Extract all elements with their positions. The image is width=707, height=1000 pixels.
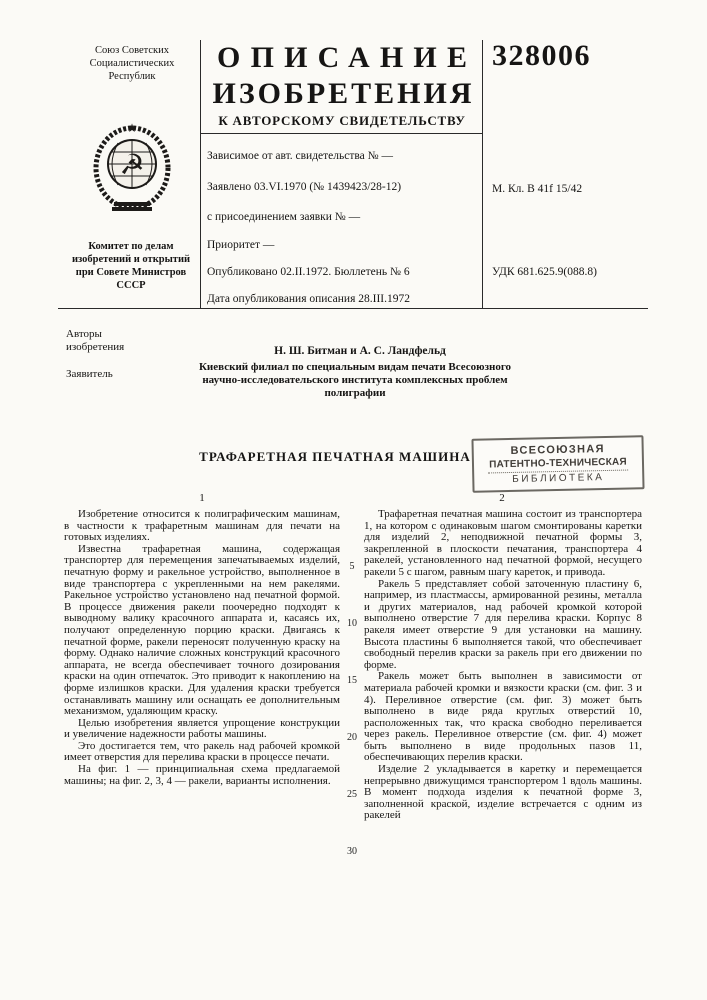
authors-names: Н. Ш. Битман и А. С. Ландфельд <box>274 345 446 357</box>
field-published: Опубликовано 02.II.1972. Бюллетень № 6 <box>207 266 410 278</box>
ussr-coat-of-arms-icon <box>88 118 176 214</box>
union-name-text: Союз Советских Социалистических Республик <box>89 45 175 82</box>
invention-title: ТРАФАРЕТНАЯ ПЕЧАТНАЯ МАШИНА <box>199 449 471 464</box>
header-bottom-rule <box>58 308 648 309</box>
field-filing-date: Заявлено 03.VI.1970 (№ 1439423/28-12) <box>207 181 402 193</box>
subtitle-underline <box>200 133 483 134</box>
column-1-number: 1 <box>199 492 205 504</box>
paragraph: Известна трафаретная машина, содержащая транспортер для перемещения запечатываемых изделий, печатную форму и ракельное устройство, выполненное в виде транспортера с укрепленными на нем ракелями. Ракельное устройство установлено над печатной формой. В процессе движения ракели поочередно подходят к выводному валику красочного аппарата и, касаясь их, получают определенную порцию краски. Двигаясь к печатной форме, ракели переносят полученную краску на форму. Однако наличие сложных конструкций красочного аппарата, не всегда обеспечивает точного дозирования краски на один отпечаток. Это приводит к накоплению на форме излишков краски. Для удаления краски требуется останавливать машину или оснащать ее дополнительным механизмом, удаляющим краску. <box>64 542 340 718</box>
paragraph: Изобретение относится к полиграфическим машинам, в частности к трафаретным машинам для печати на готовых изделиях. <box>64 508 340 544</box>
line-number: 30 <box>347 846 357 857</box>
applicant-text: Киевский филиал по специальным видам печати Всесоюзного научно-исследовательского института комплексных проблем полиграфии <box>198 361 512 399</box>
field-class-code: М. Кл. В 41f 15/42 <box>492 183 583 195</box>
doc-type-line2: ИЗОБРЕТЕНИЯ <box>212 77 475 110</box>
paragraph: На фиг. 1 — принципиальная схема предлагаемой машины; на фиг. 2, 3, 4 — ракели, варианты исполнения. <box>64 763 340 787</box>
paragraph: Это достигается тем, что ракель над рабочей кромкой имеет отверстия для перелива краски в процессе печати. <box>64 739 340 764</box>
header-divider-right <box>482 40 483 308</box>
line-number: 25 <box>347 789 357 800</box>
doc-type-line1: ОПИСАНИЕ <box>217 41 478 74</box>
line-number: 15 <box>347 675 357 686</box>
body-column-2 <box>364 509 642 822</box>
column-2-number: 2 <box>499 492 505 504</box>
paragraph: Ракель может быть выполнен в зависимости от материала рабочей кромки и вязкости краски (см. фиг. 3 и 4). Переливное отверстие (см. фиг. 3) может быть выполнено в виде ряда круглых отверстий 10, расположенных так, что краска свободно переливается через ракель. Переливное отверстие (см. фиг. 4) может быть выполнено в виде продольных пазов 11, обеспечивающих перелив краски. <box>364 670 642 764</box>
stamp-line-2: ПАТЕНТНО-ТЕХНИЧЕСКАЯ <box>489 456 627 471</box>
field-udk-code: УДК 681.625.9(088.8) <box>492 266 597 278</box>
field-publication-date: Дата опубликования описания 28.III.1972 <box>207 293 410 305</box>
paragraph: Трафаретная печатная машина состоит из транспортера 1, на котором с одинаковым шагом смонтированы каретки для изделий 2, неподвижной печатной формы 3, закрепленной в плоскости печатания, транспортера 4 ракелей, установленного над печатной формой, несущего ракели 5 с шагом, равным шагу кареток, и привода. <box>364 508 642 578</box>
line-number: 10 <box>347 618 357 629</box>
applicant-label: Заявитель <box>66 368 113 380</box>
svg-text:★: ★ <box>126 121 138 135</box>
line-number: 5 <box>349 561 355 572</box>
line-number-gutter <box>340 509 364 857</box>
paragraph: Изделие 2 укладывается в каретку и перемещается непрерывно движущимся транспортером 1 вдоль машины. В момент подхода изделия к печатной форме 3, заполненной краской, изделие встречается с одним из ракелей <box>364 763 642 822</box>
paragraph: Ракель 5 представляет собой заточенную пластину 6, например, из пластмассы, армированной резины, металла и других материалов, над рабочей кромкой которой выполнено отверстие 7 для перелива краски. Корпус 8 ракеля имеет отверстие 9 для установки на машину. Высота пластины 6 выполняется такой, что обеспечивает свободный перелив краски за ракель при его движении по форме. <box>364 577 642 671</box>
patent-number: 328006 <box>492 39 591 72</box>
committee-text: Комитет по делам изобретений и открытий при Совете Министров СССР <box>71 241 191 291</box>
paragraph: Целью изобретения является упрощение конструкции и увеличение надежности работы машины. <box>64 716 340 741</box>
field-priority: Приоритет — <box>207 239 275 251</box>
field-annexed-application: с присоединением заявки № — <box>207 211 361 223</box>
stamp-line-1: ВСЕСОЮЗНАЯ <box>510 443 605 457</box>
authors-label: Авторы изобретения <box>66 328 125 353</box>
line-number: 20 <box>347 732 357 743</box>
svg-text:☭: ☭ <box>119 148 145 181</box>
doc-subtitle: К АВТОРСКОМУ СВИДЕТЕЛЬСТВУ <box>218 113 466 128</box>
body-column-1 <box>64 509 340 822</box>
library-stamp <box>471 435 644 493</box>
stamp-line-3: БИБЛИОТЕКА <box>488 470 628 486</box>
field-dependent-certificate: Зависимое от авт. свидетельства № — <box>207 150 394 162</box>
header-divider-left <box>200 40 201 308</box>
body-columns <box>64 508 642 857</box>
